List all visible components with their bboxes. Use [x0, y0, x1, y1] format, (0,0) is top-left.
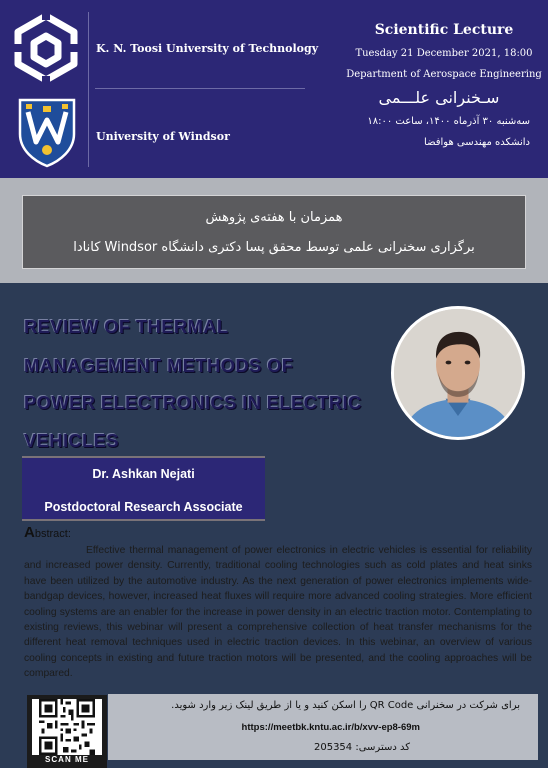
- meeting-link[interactable]: https://meetbk.kntu.ac.ir/b/xvv-ep8-69m: [241, 722, 420, 733]
- windsor-shield-logo: [18, 98, 76, 168]
- registration-box: [108, 694, 538, 760]
- talk-title-line-1: REVIEW OF THERMAL: [24, 316, 229, 337]
- access-code: کد دسترسی: 205354: [313, 742, 410, 753]
- speaker-box: [22, 456, 265, 521]
- abstract-text: Effective thermal management of power electronics in electric vehicles is essential for reliability and increased power density. Currently, traditional cooling technologies such as cold plates and heat sinks have been utilized by the automotive industry. As the next generation of power electronics implements wide-bandgap devices, however, increased heat fluxes will require more advanced cooling strategies. More efficient cooling systems are an enabler for the increase in power density in an electric traction motor. Contemplating to existing reviews, this webinar will present a comprehensive collection of heat transfer mechanisms for the different heat removal techniques used in electric traction devices. In this webinar, an overview of various cooling concepts in existing and future traction motors will be presented, and the cooling approaches will be compared.: [24, 545, 532, 680]
- speaker-position: Postdoctoral Research Associate: [44, 500, 243, 514]
- talk-title-line-3: POWER ELECTRONICS IN ELECTRIC: [24, 392, 362, 413]
- kntu-logo: [8, 12, 84, 88]
- department-fa: دانشکده مهندسی هوافضا: [424, 137, 530, 148]
- department-en: Department of Aerospace Engineering: [346, 69, 542, 80]
- header: [0, 0, 548, 178]
- registration-instructions: برای شرکت در سخنرانی QR Code را اسکن کنید و یا از طریق لینک زیر وارد شوید.: [171, 700, 520, 711]
- scan-me-label: SCAN ME: [45, 755, 89, 764]
- windsor-name: University of Windsor: [96, 130, 230, 143]
- header-divider-vertical: [88, 12, 89, 167]
- qr-code-panel[interactable]: [27, 695, 107, 768]
- announcement-banner: [22, 195, 526, 269]
- banner-line-2: برگزاری سخنرانی علمی توسط محقق پسا دکتری دانشگاه Windsor کانادا: [73, 240, 475, 255]
- lecture-title-fa: سـخنرانی علـــمی: [378, 88, 500, 107]
- abstract-heading-rest: bstract:: [34, 528, 71, 540]
- speaker-photo: [391, 306, 525, 440]
- lecture-date-en: Tuesday 21 December 2021, 18:00: [355, 48, 533, 59]
- banner-line-1: همزمان با هفته‌ی پژوهش: [205, 210, 343, 225]
- talk-title-line-2: MANAGEMENT METHODS OF: [24, 355, 294, 376]
- abstract-heading: [24, 524, 71, 541]
- header-divider-horizontal: [95, 88, 305, 89]
- kntu-name: K. N. Toosi University of Technology: [96, 42, 319, 55]
- abstract-heading-initial: A: [24, 524, 35, 541]
- qr-code[interactable]: [32, 699, 102, 755]
- lecture-title-en: Scientific Lecture: [374, 22, 514, 38]
- speaker-name: Dr. Ashkan Nejati: [92, 467, 195, 481]
- lecture-date-fa: سه‌شنبه ۳۰ آذرماه ۱۴۰۰، ساعت ۱۸:۰۰: [367, 116, 530, 127]
- talk-title-line-4: VEHICLES: [24, 430, 119, 451]
